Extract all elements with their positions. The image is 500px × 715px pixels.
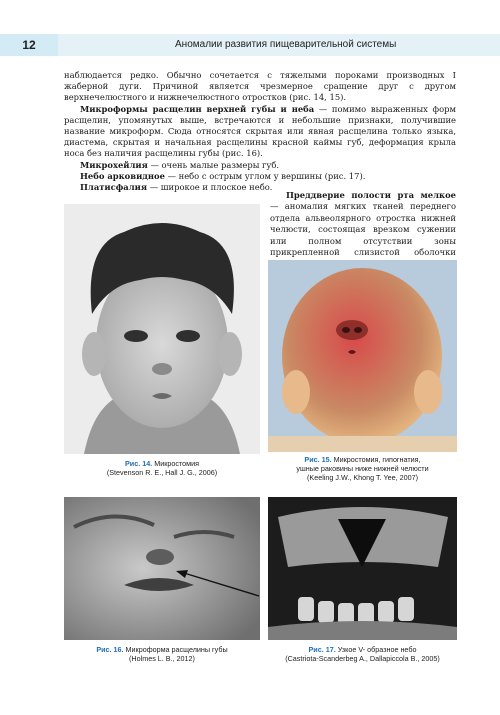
term-microcheilia: Микрохейлия: [80, 159, 148, 170]
paragraph-6: Преддверие полости рта мелкое — аномалия мягких тканей переднего отдела альвеолярного отростка нижней челюсти, состоящая врезком сужении или полном отсутствии зоны прикрепленной слизистой оболочки: [270, 190, 456, 258]
term-arched-palate: Небо арковидное: [80, 170, 165, 181]
figure-15-number: Рис. 15.: [304, 455, 332, 464]
figure-15-title-line2: ушные раковины ниже нижней челюсти: [296, 464, 429, 473]
figure-17-title: Узкое V- образное небо: [337, 645, 417, 654]
figure-14-title: Микростомия: [154, 459, 199, 468]
term-platispalia: Платисфалия: [80, 182, 148, 193]
figure-16-source: (Holmes L. B., 2012): [129, 654, 195, 663]
figure-17-number: Рис. 17.: [308, 645, 336, 654]
page-number: 12: [0, 34, 58, 56]
figure-14-caption: [64, 459, 260, 477]
figure-15-title: Микростомия, гипогнатия,: [333, 455, 421, 464]
figure-15-source: (Keeling J.W., Khong T. Yee, 2007): [307, 473, 418, 482]
paragraph-5: Платисфалия — широкое и плоское небо.: [80, 182, 273, 193]
running-title: Аномалии развития пищеварительной системы: [175, 39, 397, 50]
figure-15-photo: [268, 260, 457, 452]
figure-15-caption: [268, 455, 457, 482]
figure-14-photo: [64, 204, 260, 454]
figure-14-source: (Stevenson R. E., Hall J. G., 2006): [106, 468, 218, 477]
figure-16-number: Рис. 16.: [96, 645, 124, 654]
figure-16-caption: [64, 645, 260, 663]
paragraph-3: Микрохейлия — очень малые размеры губ.: [80, 159, 280, 170]
paragraph-1: наблюдается редко. Обычно сочетается с тяжелыми пороками производных I жаберной дуги. Причиной является чрезмерное сращение друг с другом верхнечелюстного и нижнечелюстного отростков (рис. 14, 15).: [64, 70, 456, 103]
figure-17-caption: [262, 645, 463, 663]
body-text: [64, 70, 456, 193]
term-shallow-vestibule: Преддверие полости рта мелкое: [286, 190, 456, 200]
figure-17-photo: [268, 497, 457, 640]
figure-17-source: (Castriota-Scanderbeg A., Dallapiccola B., 2005): [285, 654, 440, 663]
figure-14-number: Рис. 14.: [125, 459, 153, 468]
figure-16-title: Микроформа расщелины губы: [125, 645, 228, 654]
paragraph-2: Микроформы расщелин верхней губы и неба — помимо выраженных форм расщелин, упомянутых выше, встречаются и небольшие признаки, получившие название микроформ. Сюда относятся скрытая или явная расщелина только языка, диастема, скрытая и начальная расщелины красной каймы губ, деформация крыла носа без наличия расщелины губы (рис. 16).: [64, 103, 456, 159]
paragraph-4: Небо арковидное — небо с острым углом у вершины (рис. 17).: [80, 170, 366, 181]
term-microforms: Микроформы расщелин верхней губы и неба: [80, 103, 315, 114]
figure-16-photo: [64, 497, 260, 640]
